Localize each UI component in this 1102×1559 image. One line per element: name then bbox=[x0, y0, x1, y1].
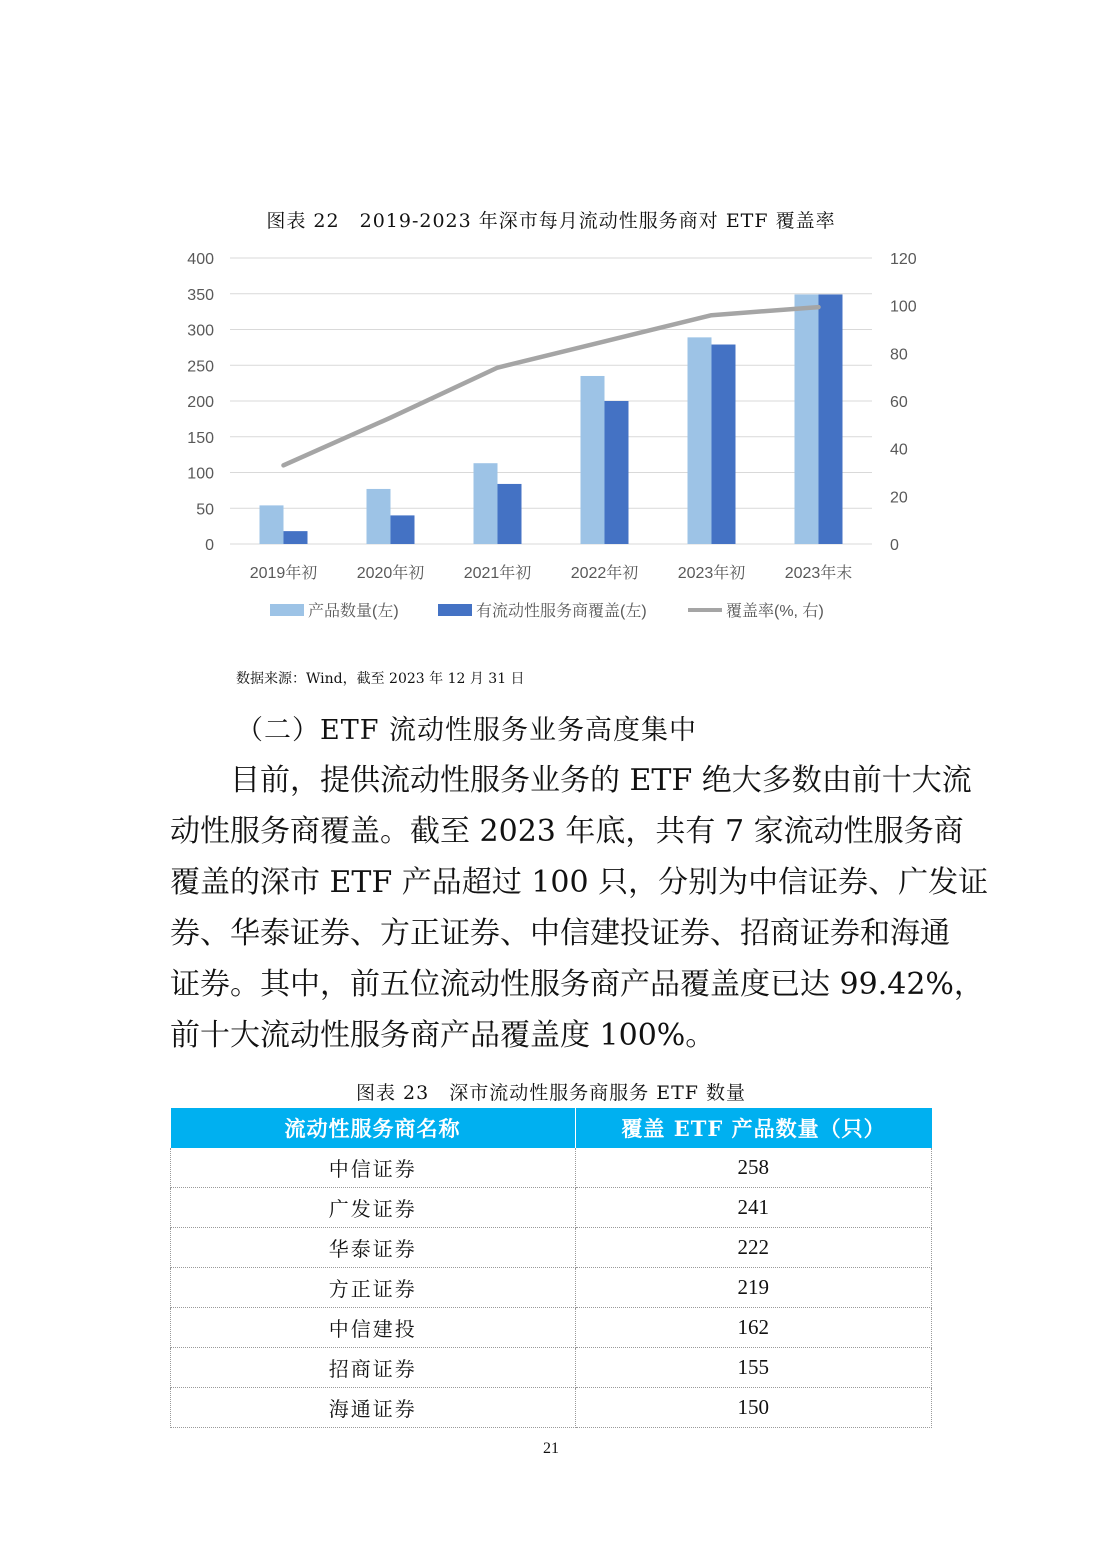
bar-covered-count bbox=[819, 294, 843, 544]
left-axis-tick-label: 50 bbox=[196, 501, 214, 519]
header-provider-name: 流动性服务商名称 bbox=[171, 1108, 576, 1148]
legend-label: 有流动性服务商覆盖(左) bbox=[476, 603, 647, 620]
etf-count: 162 bbox=[575, 1308, 932, 1348]
paragraph-line: 动性服务商覆盖。截至 2023 年底，共有 7 家流动性服务商 bbox=[170, 814, 964, 849]
etf-count: 219 bbox=[575, 1268, 932, 1308]
bar-covered-count bbox=[284, 531, 308, 544]
paragraph-line: 前十大流动性服务商产品覆盖度 100%。 bbox=[170, 1018, 716, 1053]
bar-covered-count bbox=[391, 515, 415, 544]
legend-label: 产品数量(左) bbox=[308, 603, 399, 620]
legend-swatch bbox=[438, 604, 472, 616]
left-axis-tick-label: 250 bbox=[187, 358, 214, 376]
table-row bbox=[171, 1268, 932, 1308]
etf-coverage-chart bbox=[170, 238, 917, 638]
legend-swatch bbox=[270, 604, 304, 616]
paragraph-line: 证券。其中，前五位流动性服务商产品覆盖度已达 99.42%， bbox=[170, 967, 984, 1002]
chart-right-axis bbox=[890, 251, 917, 554]
body-paragraph bbox=[170, 755, 989, 1061]
header-etf-count: 覆盖 ETF 产品数量（只） bbox=[575, 1108, 932, 1148]
paragraph-line: 覆盖的深市 ETF 产品超过 100 只，分别为中信证券、广发证 bbox=[170, 865, 989, 900]
legend-label: 覆盖率(%, 右) bbox=[726, 603, 824, 620]
section-heading: （二）ETF 流动性服务业务高度集中 bbox=[236, 715, 698, 746]
chart-bars bbox=[260, 294, 843, 544]
provider-name: 方正证券 bbox=[171, 1268, 576, 1308]
etf-provider-table bbox=[170, 1108, 932, 1428]
bar-covered-count bbox=[605, 401, 629, 544]
page-number: 21 bbox=[543, 1440, 559, 1457]
table-row bbox=[171, 1188, 932, 1228]
etf-count: 155 bbox=[575, 1348, 932, 1388]
left-axis-tick-label: 150 bbox=[187, 429, 214, 447]
left-axis-tick-label: 100 bbox=[187, 465, 214, 483]
right-axis-tick-label: 100 bbox=[890, 298, 917, 316]
table-title: 图表 23 深市流动性服务商服务 ETF 数量 bbox=[355, 1082, 747, 1104]
provider-name: 海通证券 bbox=[171, 1388, 576, 1428]
chart-x-labels bbox=[250, 563, 853, 582]
right-axis-tick-label: 120 bbox=[890, 251, 917, 268]
table-row bbox=[171, 1348, 932, 1388]
x-axis-tick-label: 2023年初 bbox=[677, 565, 746, 582]
right-axis-tick-label: 60 bbox=[890, 394, 908, 411]
etf-count: 258 bbox=[575, 1148, 932, 1188]
x-axis-tick-label: 2023年末 bbox=[784, 565, 853, 582]
table-header-row bbox=[171, 1108, 932, 1148]
bar-covered-count bbox=[712, 345, 736, 544]
table-row bbox=[171, 1228, 932, 1268]
table-row bbox=[171, 1388, 932, 1428]
bar-product-count bbox=[581, 376, 605, 544]
provider-name: 广发证券 bbox=[171, 1188, 576, 1228]
data-source-note: 数据来源：Wind，截至 2023 年 12 月 31 日 bbox=[236, 671, 525, 687]
bar-product-count bbox=[688, 337, 712, 544]
left-axis-tick-label: 350 bbox=[187, 286, 214, 304]
etf-count: 241 bbox=[575, 1188, 932, 1228]
provider-name: 中信证券 bbox=[171, 1148, 576, 1188]
bar-product-count bbox=[474, 463, 498, 544]
bar-product-count bbox=[260, 505, 284, 544]
x-axis-tick-label: 2022年初 bbox=[570, 565, 639, 582]
paragraph-line: 券、华泰证券、方正证券、中信建投证券、招商证券和海通 bbox=[170, 916, 950, 951]
right-axis-tick-label: 40 bbox=[890, 441, 908, 459]
bar-product-count bbox=[367, 489, 391, 544]
bar-product-count bbox=[795, 294, 819, 544]
chart-coverage-line bbox=[284, 307, 819, 465]
bar-covered-count bbox=[498, 484, 522, 544]
provider-name: 招商证券 bbox=[171, 1348, 576, 1388]
right-axis-tick-label: 20 bbox=[890, 489, 908, 507]
right-axis-tick-label: 80 bbox=[890, 346, 908, 364]
coverage-rate-line bbox=[284, 307, 819, 465]
left-axis-tick-label: 400 bbox=[187, 251, 214, 268]
chart-legend bbox=[270, 602, 824, 620]
etf-count: 222 bbox=[575, 1228, 932, 1268]
left-axis-tick-label: 200 bbox=[187, 394, 214, 411]
etf-count: 150 bbox=[575, 1388, 932, 1428]
left-axis-tick-label: 300 bbox=[187, 322, 214, 340]
paragraph-line: 目前，提供流动性服务业务的 ETF 绝大多数由前十大流 bbox=[230, 763, 972, 798]
x-axis-tick-label: 2019年初 bbox=[249, 565, 318, 582]
provider-name: 华泰证券 bbox=[171, 1228, 576, 1268]
provider-name: 中信建投 bbox=[171, 1308, 576, 1348]
x-axis-tick-label: 2020年初 bbox=[356, 565, 425, 582]
x-axis-tick-label: 2021年初 bbox=[463, 565, 532, 582]
figure-title: 图表 22 2019-2023 年深市每月流动性服务商对 ETF 覆盖率 bbox=[266, 210, 836, 232]
table-row bbox=[171, 1148, 932, 1188]
chart-left-axis bbox=[187, 251, 214, 554]
right-axis-tick-label: 0 bbox=[890, 537, 899, 554]
chart-gridlines bbox=[230, 258, 872, 544]
table-row bbox=[171, 1308, 932, 1348]
left-axis-tick-label: 0 bbox=[205, 537, 214, 554]
